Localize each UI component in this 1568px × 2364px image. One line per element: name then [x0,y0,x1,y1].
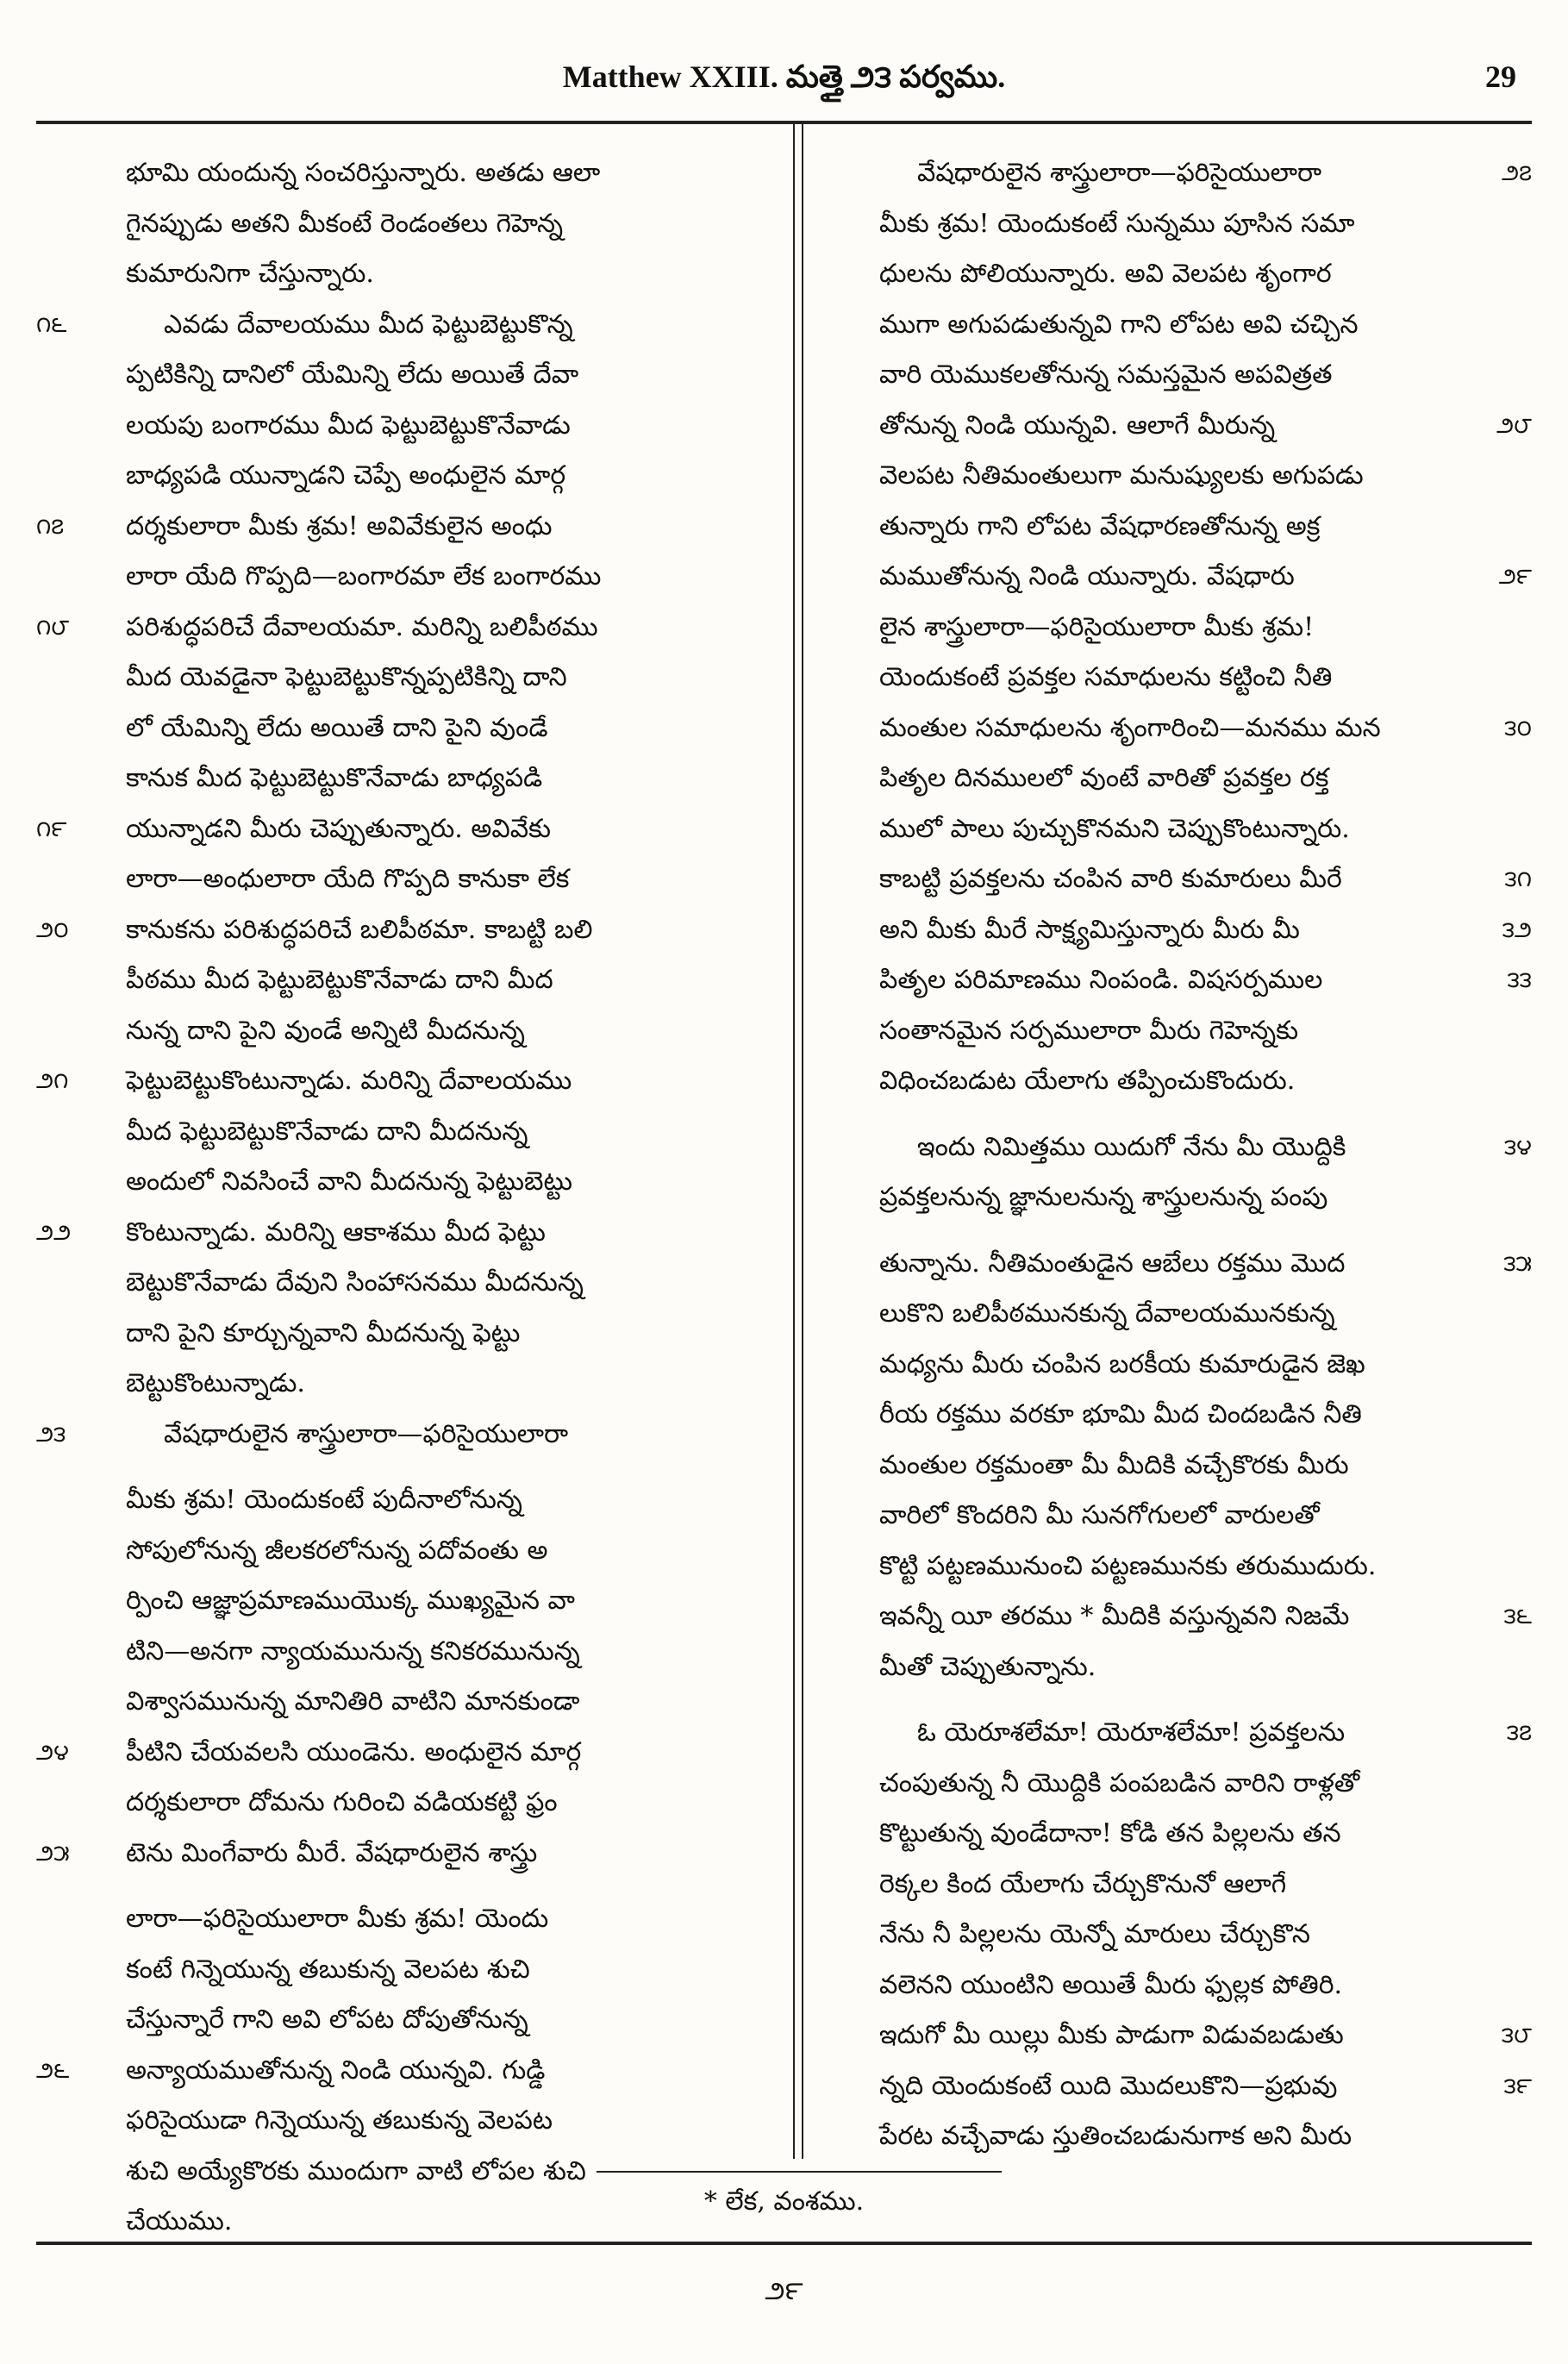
line-text: లుకొని బలిపీఠమునకున్న దేవాలయమునకున్న [879,1298,1335,1329]
verse-line [829,603,1532,654]
verse-number: ౩౩ [1507,967,1532,993]
verse-line [36,199,726,250]
verse-line [829,653,1532,704]
line-text: పేరట వచ్చేవాడు స్తుతించబడునుగాక అని మీరు [879,2121,1352,2151]
verse-line [36,1107,726,1158]
verse-line [36,2096,726,2147]
line-text: పితృల దినములలో వుంటే వారితో ప్రవక్తల రక్త [879,763,1329,793]
line-text: బెట్టుకొనేవాడు దేవుని సింహాసనము మీదనున్న [126,1267,584,1298]
verse-number: ౧౯ [36,816,67,842]
line-text: కానుక మీద ఫెట్టుబెట్టుకొనేవాడు బాధ్యపడి [126,763,543,793]
page-header [36,34,1532,124]
verse-line [829,1642,1532,1693]
line-text: కుమారునిగా చేస్తున్నారు. [126,259,374,289]
verse-number: ౩౨ [1502,916,1532,943]
line-text: దాని పైని కూర్చున్నవాని మీదనున్న ఫెట్టు [126,1317,521,1348]
line-text: నేను నీ పిల్లలను యెన్నో మారులు చేర్చుకొన [879,1919,1310,1949]
verse-line [829,1289,1532,1340]
line-text: పీటిని చేయవలసి యుండెను. అంధులైన మార్గ [126,1736,582,1767]
line-text: చంపుతున్న నీ యొద్దికి పంపబడిన వారిని రాళ్లతో [879,1767,1360,1798]
verse-line [36,1677,726,1728]
column-divider [793,124,795,2159]
line-text: మంతుల రక్తమంతా మీ మీదికి వచ్చేకొరకు మీరు [879,1449,1349,1480]
line-text: కొంటున్నాడు. మరిన్ని ఆకాశము మీద ఫెట్టు [126,1216,546,1248]
verse-line [36,401,726,452]
verse-number: ౩౦ [1504,715,1532,741]
line-text: అని మీకు మీరే సాక్ష్యమిస్తున్నారు మీరు మీ [879,914,1300,945]
verse-line [829,552,1532,603]
verse-line [829,854,1532,905]
verse-line [829,300,1532,351]
left-column [36,148,726,2248]
line-text: అందులో నివసించే వాని మీదనున్న ఫెట్టుబెట్టు [126,1166,573,1197]
line-text: ఫెట్టుబెట్టుకొంటున్నాడు. మరిన్ని దేవాలయము [126,1066,572,1096]
line-text: దర్శకులారా మీకు శ్రమ! అవివేకులైన అంధు [126,510,553,541]
line-text: ఓ యెరూశలేమా! యెరూశలేమా! ప్రవక్తలను [917,1717,1346,1748]
verse-line [36,1945,726,1996]
verse-line [829,1759,1532,1810]
line-text: వలెనని యుంటిని అయితే మీరు ఫ్పల్లక పోతిరి. [879,1969,1343,2000]
verse-number: ౨౪ [36,1739,69,1766]
line-text: మీకు శ్రమ! యెందుకంటే సున్నము పూసిన సమా [879,208,1355,239]
line-text: ఫరిసైయుడా గిన్నెయున్న తబుకున్న వెలపట [126,2105,553,2136]
verse-line [36,451,726,502]
line-text: లయపు బంగారము మీద ఫెట్టుబెట్టుకొనేవాడు [126,410,571,441]
line-text: భూమి యందున్న సంచరిస్తున్నారు. అతడు ఆలా [126,158,601,188]
verse-line [829,2061,1532,2112]
verse-line [36,854,726,905]
line-text: మముతోనున్న నిండి యున్నారు. వేషధారు [879,561,1295,591]
line-text: యెందుకంటే ప్రవక్తల సమాధులను కట్టించి నీతి [879,662,1333,692]
line-text: తోనున్న నిండి యున్నవి. ఆలాగే మీరున్న [879,410,1276,441]
footnote: * లేక, వంశము. [703,2186,865,2217]
verse-number: ౨౦ [36,916,69,943]
verse-line [36,1829,726,1879]
right-column [829,148,1532,2162]
verse-line [36,1778,726,1829]
verse-line [829,804,1532,855]
footnote-rule [597,2171,1002,2173]
verse-line [829,350,1532,401]
line-text: విధించబడుట యేలాగు తప్పించుకొందురు. [879,1066,1296,1096]
verse-number: ౨౭ [1502,160,1532,186]
line-text: కొట్టి పట్టణమునుంచి పట్టణమునకు తరుముదురు. [879,1550,1377,1581]
line-text: లైన శాస్త్రులారా—ఫరిసైయులారా మీకు శ్రమ! [879,611,1315,642]
verse-line [829,955,1532,1006]
verse-number: ౩౧ [1504,866,1532,892]
column-divider-inner [802,124,803,2159]
verse-line [829,1173,1532,1223]
line-text: కంటే గిన్నెయున్న తబుకున్న వెలపట శుచి [126,1954,530,1985]
line-text: వేషధారులైన శాస్త్రులారా—ఫరిసైయులారా [917,158,1322,188]
verse-number: ౨౯ [1498,564,1532,590]
verse-line [36,704,726,754]
line-text: లారా—ఫరిసైయులారా మీకు శ్రమ! యెందు [126,1904,549,1934]
line-text: వారి యెముకలతోనున్న సమస్తమైన అపవిత్రత [879,360,1333,390]
line-text: ఇదుగో మీ యిల్లు మీకు పాడుగా విడువబడుతు [879,2020,1344,2050]
verse-line [36,955,726,1006]
verse-line [36,653,726,704]
verse-line [829,1809,1532,1860]
line-text: కాబట్టి ప్రవక్తలను చంపిన వారి కుమారులు మీరే [879,864,1342,894]
line-text: లారా యేది గొప్పది—బంగారమా లేక బంగారము [126,561,602,591]
verse-line [829,704,1532,754]
verse-line [36,300,726,351]
line-text: కొట్టుతున్న వుండేదానా! కోడి తన పిల్లలను తన [879,1818,1341,1848]
line-text: చేస్తున్నారే గాని అవి లోపట దోపుతోనున్న [126,2004,528,2035]
verse-line [829,905,1532,956]
line-text: సోపులోనున్న జీలకరలోనున్న పదోవంతు అ [126,1535,548,1566]
line-text: వారిలో కొందరిని మీ సునగోగులలో వారులతో [879,1500,1320,1530]
verse-line [36,1006,726,1057]
verse-number: ౩౬ [1503,1604,1532,1629]
verse-line [829,1961,1532,2011]
verse-line [36,1995,726,2046]
verse-line [829,1006,1532,1057]
verse-line [36,502,726,553]
line-text: ర్పించి ఆజ్ఞాప్రమాణముయొక్క ముఖ్యమైన వా [126,1585,575,1616]
verse-line [829,1390,1532,1441]
verse-line [829,1708,1532,1759]
verse-line [829,148,1532,199]
verse-line [36,350,726,401]
verse-line [829,199,1532,250]
verse-line [36,148,726,199]
line-text: బాధ్యపడి యున్నాడని చెప్పే అంధులైన మార్గ [126,460,566,491]
verse-line [36,754,726,804]
verse-line [829,1592,1532,1642]
verse-line [829,451,1532,502]
verse-number: ౧౬ [36,311,67,338]
line-text: శుచి అయ్యేకొరకు ముందుగా వాటి లోపల శుచి [126,2155,586,2186]
verse-number: ౩౫ [1503,1250,1532,1277]
line-text: అన్యాయముతోనున్న నిండి యున్నవి. గుడ్డి [126,2054,546,2086]
verse-line [829,1340,1532,1391]
verse-line [36,1157,726,1208]
verse-line [829,401,1532,452]
line-text: రీయ రక్తము వరకూ భూమి మీద చిందబడిన నీతి [879,1399,1362,1429]
verse-number: ౨౧ [36,1068,69,1094]
verse-number: ౨౩ [36,1421,66,1448]
line-text: దర్శకులారా దోమను గురించి వడియకట్టి ఫ్రం [126,1787,558,1817]
line-text: ఇవన్నీ యీ తరము * మీదికి వస్తున్నవని నిజమే [879,1601,1350,1631]
page-title: Matthew XXIII. మత్తై ౨౩ పర్వము. [562,59,1006,94]
document-page [36,34,1532,2306]
verse-line [829,2111,1532,2162]
verse-line [36,1410,726,1460]
line-text: లారా—అంధులారా యేది గొప్పది కానుకా లేక [126,864,570,894]
verse-number: ౩౮ [1501,2023,1532,2048]
verse-line [36,1627,726,1678]
verse-line [36,1359,726,1410]
verse-line [36,603,726,654]
verse-line [36,1894,726,1945]
line-text: టెను మింగేవారు మీరే. వేషధారులైన శాస్త్రు [126,1837,538,1868]
line-text: టిని—అనగా న్యాయమునున్న కనికరమునున్న [126,1635,580,1667]
verse-line [36,552,726,603]
verse-line [829,1542,1532,1592]
verse-line [829,1123,1532,1173]
verse-number: ౧౮ [36,614,70,641]
verse-line [36,905,726,956]
line-text: గైనప్పుడు అతని మీకంటే రెండంతలు గెహెన్న [126,208,564,239]
line-text: ఇందు నిమిత్తము యిదుగో నేను మీ యొద్దికి [917,1131,1346,1162]
verse-line [829,1441,1532,1492]
line-text: నున్న దాని పైని వుండే అన్నిటి మీదనున్న [126,1015,525,1046]
verse-number: ౨౮ [1496,412,1532,439]
verse-number: ౩౯ [1503,2073,1532,2099]
verse-number: ౩౭ [1506,1720,1532,1746]
line-text: చేయుము. [126,2206,233,2236]
line-text: ముగా అగుపడుతున్నవి గాని లోపట అవి చచ్చిన [879,309,1359,340]
line-text: కానుకను పరిశుద్ధపరిచే బలిపీఠమా. కాబట్టి బలి [126,914,593,945]
line-text: మధ్యను మీరు చంపిన బరకీయ కుమారుడైన జెఖ [879,1348,1365,1379]
verse-number: ౨౫ [36,1840,70,1867]
verse-line [36,1258,726,1309]
verse-line [36,1208,726,1259]
verse-line [829,754,1532,804]
line-text: మీతో చెప్పుతున్నాను. [879,1651,1096,1682]
verse-number: ౨౨ [36,1219,72,1246]
line-text: లో యేమిన్ని లేదు అయితే దాని పైని వుండే [126,712,548,743]
line-text: మంతుల సమాధులను శృంగారించి—మనము మన [879,712,1381,743]
verse-number: ౩౪ [1503,1134,1532,1160]
verse-number: ౧౭ [36,513,65,540]
line-text: తున్నారు గాని లోపట వేషధారణతోనున్న అక్ర [879,510,1321,541]
verse-line [829,1239,1532,1290]
verse-line [829,249,1532,300]
line-text: ప్పటికిన్ని దానిలో యేమిన్ని లేదు అయితే దేవా [126,360,579,390]
line-text: విశ్వాసమునున్న మానితిరి వాటిని మానకుండా [126,1686,580,1717]
line-text: మీకు శ్రమ! యెందుకంటే పుదీనాలోనున్న [126,1485,522,1515]
line-text: ఎవడు దేవాలయము మీద ఫెట్టుబెట్టుకొన్న [164,309,573,340]
verse-number: ౨౬ [36,2057,70,2084]
verse-line [829,1910,1532,1961]
verse-line [36,804,726,855]
signature-mark: ౨౯ [765,2276,803,2306]
line-text: పరిశుద్ధపరిచే దేవాలయమా. మరిన్ని బలిపీఠము [126,611,598,642]
page-number: 29 [1485,59,1516,94]
line-text: పీఠము మీద ఫెట్టుబెట్టుకొనేవాడు దాని మీద [126,965,553,995]
verse-line [829,502,1532,553]
verse-line [36,2046,726,2097]
line-text: మీద ఫెట్టుబెట్టుకొనేవాడు దాని మీదనున్న [126,1116,528,1147]
verse-line [829,2011,1532,2061]
verse-line [36,249,726,300]
verse-line [36,1056,726,1107]
line-text: న్నది యెందుకంటే యిది మొదలుకొని—ప్రభువు [879,2070,1338,2101]
line-text: తున్నాను. నీతిమంతుడైన ఆబేలు రక్తము మొద [879,1248,1346,1279]
line-text: పితృల పరిమాణము నింపండి. విషసర్పముల [879,965,1323,995]
line-text: వెలపట నీతిమంతులుగా మనుష్యులకు అగుపడు [879,460,1364,491]
verse-line [829,1056,1532,1107]
bottom-rule [36,2242,1532,2245]
line-text: సంతానమైన సర్పములారా మీరు గెహెన్నకు [879,1015,1299,1046]
verse-line [36,1475,726,1526]
verse-line [829,1860,1532,1911]
verse-line [36,1526,726,1577]
verse-line [36,1728,726,1779]
line-text: యున్నాడని మీరు చెప్పుతున్నారు. అవివేకు [126,813,552,844]
line-text: ప్రవక్తలనున్న జ్ఞానులనున్న శాస్త్రులనున్న పంపు [879,1182,1328,1212]
verse-line [36,1309,726,1360]
line-text: ములో పాలు పుచ్చుకొనమని చెప్పుకొంటున్నారు. [879,813,1350,844]
line-text: బెట్టుకొంటున్నాడు. [126,1368,305,1398]
line-text: ధులను పోలియున్నారు. అవి వెలపట శృంగార [879,259,1332,289]
verse-line [36,1576,726,1627]
line-text: రెక్కల కింద యేలాగు చేర్చుకొనునో ఆలాగే [879,1868,1287,1899]
line-text: వేషధారులైన శాస్త్రులారా—ఫరిసైయులారా [164,1418,569,1449]
verse-line [829,1491,1532,1542]
line-text: మీద యెవడైనా ఫెట్టుబెట్టుకొన్నప్పటికిన్ని దాని [126,662,567,692]
